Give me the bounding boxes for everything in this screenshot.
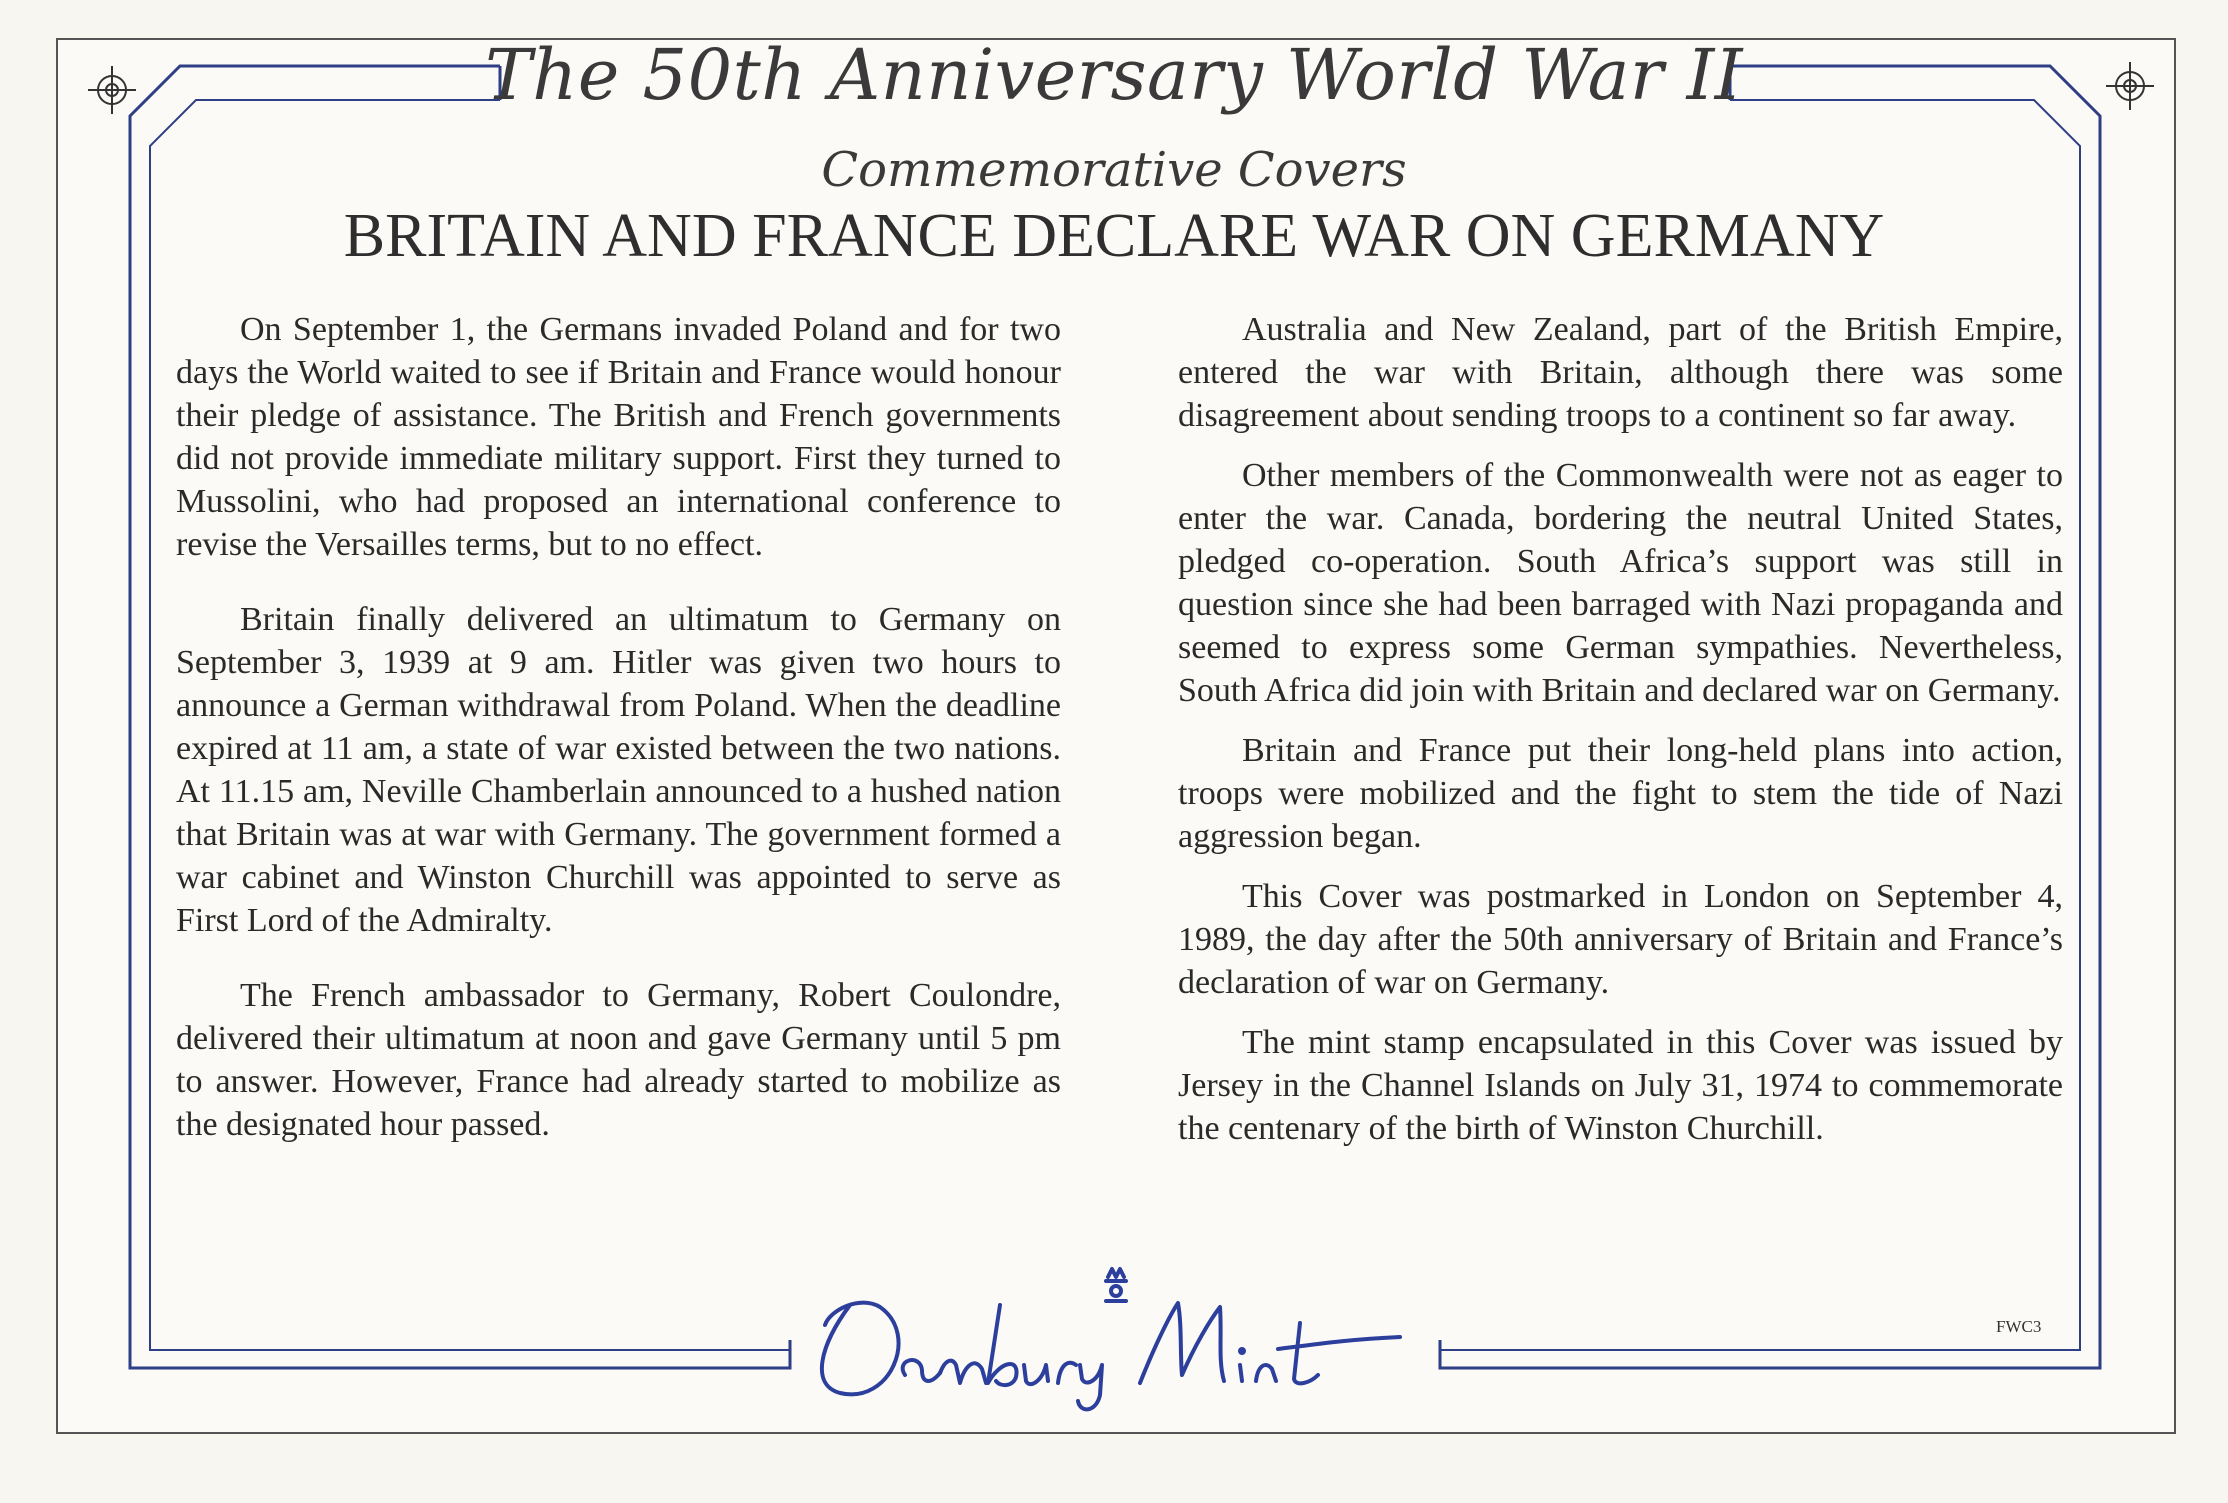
page-subtitle: Commemorative Covers: [821, 142, 1407, 198]
right-column: [1178, 308, 2063, 1150]
paragraph: The French ambassador to Germany, Robert Coulondre, delivered their ultimatum at noon and gave Germany until 5 pm to answer. However, France had already started to mobilize as the designated hour passed.: [176, 977, 1061, 1143]
product-code: FWC3: [1996, 1317, 2042, 1336]
paragraph: Other members of the Commonwealth were not as eager to enter the war. Canada, bordering the neutral United States, pledged co-operation. South Africa’s support was still in question since she had been barraged with Nazi propaganda and seemed to express some German sympathies. Nevertheless, South Africa did join with Britain and declared war on Germany.: [1178, 457, 2063, 709]
headline: BRITAIN AND FRANCE DECLARE WAR ON GERMANY: [343, 202, 1885, 270]
paragraph: On September 1, the Germans invaded Poland and for two days the World waited to see if Britain and France would honour their pledge of assistance. The British and French governments did not provide immediate military support. First they turned to Mussolini, who had proposed an international conference to revise the Versailles terms, but to no effect.: [176, 311, 1061, 563]
paragraph: This Cover was postmarked in London on September 4, 1989, the day after the 50th anniversary of Britain and France’s declaration of war on Germany.: [1178, 878, 2063, 1001]
danbury-mint-signature: [810, 1265, 1430, 1415]
page-title: The 50th Anniversary World War II: [485, 34, 1743, 116]
paragraph: Britain finally delivered an ultimatum to Germany on September 3, 1939 at 9 am. Hitler was given two hours to announce a German withdrawal from Poland. When the deadline expired at 11 am, a state of war existed between the two nations. At 11.15 am, Neville Chamberlain announced to a hushed nation that Britain was at war with Germany. The government formed a war cabinet and Winston Churchill was appointed to serve as First Lord of the Admiralty.: [176, 601, 1061, 939]
paragraph: Britain and France put their long-held plans into action, troops were mobilized and the fight to stem the tide of Nazi aggression began.: [1178, 732, 2063, 855]
paragraph: The mint stamp encapsulated in this Cover was issued by Jersey in the Channel Islands on July 31, 1974 to commemorate the centenary of the birth of Winston Churchill.: [1178, 1024, 2063, 1147]
paragraph: Australia and New Zealand, part of the British Empire, entered the war with Britain, although there was some disagreement about sending troops to a continent so far away.: [1178, 311, 2063, 434]
left-column: [176, 308, 1061, 1146]
